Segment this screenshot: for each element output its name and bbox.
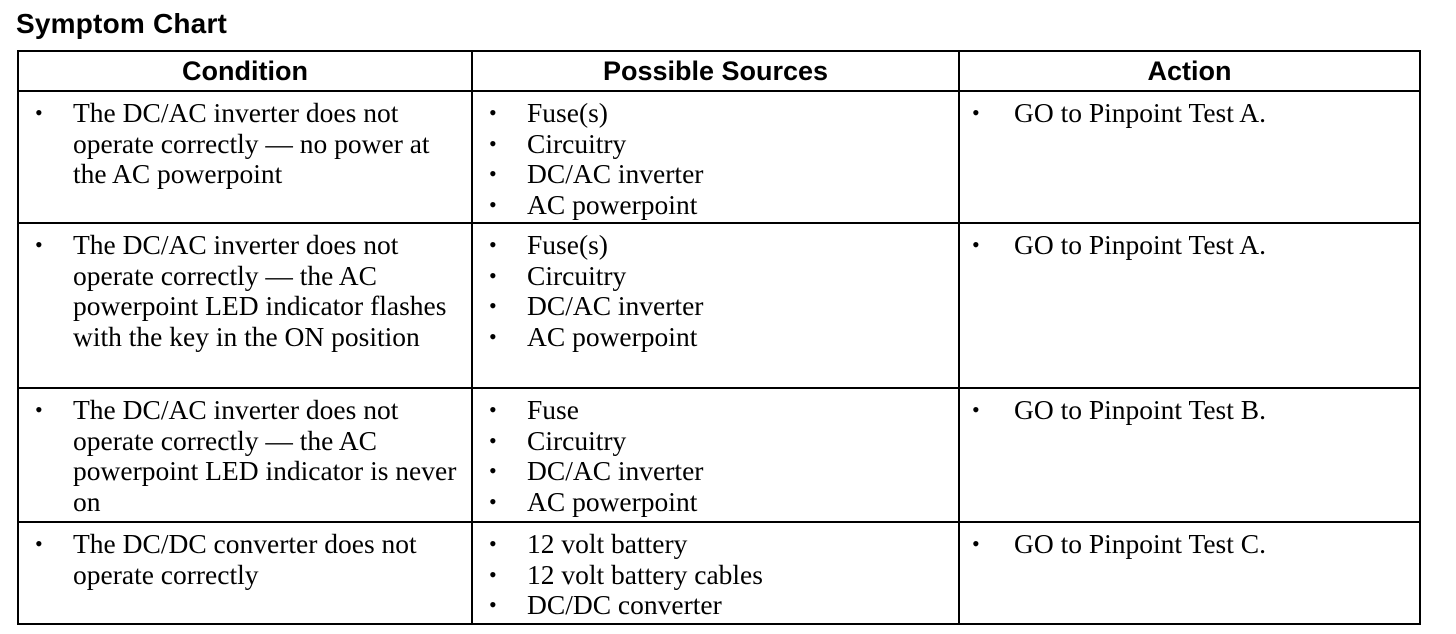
bullet-icon: • <box>35 397 43 422</box>
bullet-icon: • <box>972 531 980 556</box>
source-item <box>481 98 950 129</box>
condition-cell <box>18 388 472 522</box>
source-item <box>481 159 950 190</box>
condition-text: The DC/AC inverter does not operate correctly — the AC powerpoint LED indicator flashes with the key in the ON position <box>73 229 447 352</box>
header-possible-sources: Possible Sources <box>472 51 959 91</box>
bullet-icon: • <box>489 262 497 288</box>
condition-cell <box>18 223 472 388</box>
table-row <box>18 522 1420 624</box>
bullet-icon: • <box>489 161 497 186</box>
source-item <box>481 529 950 560</box>
bullet-icon: • <box>972 100 980 125</box>
source-item <box>481 190 950 221</box>
bullet-icon: • <box>489 130 497 156</box>
bullet-icon: • <box>489 531 497 556</box>
header-row <box>18 51 1420 91</box>
action-text: GO to Pinpoint Test A. <box>1014 229 1266 260</box>
bullet-icon: • <box>35 100 43 125</box>
source-text: Circuitry <box>527 259 627 291</box>
bullet-icon: • <box>489 592 497 617</box>
source-text: Fuse(s) <box>527 229 608 260</box>
action-item <box>968 98 1411 129</box>
condition-text: The DC/DC converter does not operate correctly <box>73 528 417 590</box>
sources-cell <box>472 388 959 522</box>
condition-item <box>27 395 463 517</box>
source-item <box>481 487 950 518</box>
source-text: 12 volt battery <box>527 528 688 559</box>
bullet-icon: • <box>972 232 980 257</box>
source-text: DC/AC inverter <box>527 158 704 189</box>
bullet-icon: • <box>489 397 497 422</box>
source-item <box>481 590 950 621</box>
bullet-icon: • <box>489 561 497 587</box>
condition-item <box>27 98 463 190</box>
action-text: GO to Pinpoint Test B. <box>1014 394 1266 425</box>
source-item <box>481 322 950 353</box>
page-title: Symptom Chart <box>16 8 228 39</box>
condition-cell <box>18 91 472 223</box>
bullet-icon: • <box>35 232 43 257</box>
bullet-icon: • <box>972 397 980 422</box>
sources-cell <box>472 91 959 223</box>
source-text: DC/DC converter <box>527 589 722 620</box>
table-row <box>18 223 1420 388</box>
table-row <box>18 388 1420 522</box>
action-cell <box>959 91 1420 223</box>
bullet-icon: • <box>489 488 497 514</box>
source-item <box>481 129 950 160</box>
source-text: AC powerpoint <box>527 320 698 352</box>
action-item <box>968 395 1411 426</box>
sources-cell <box>472 522 959 624</box>
bullet-icon: • <box>489 323 497 349</box>
action-cell <box>959 388 1420 522</box>
bullet-icon: • <box>489 427 497 453</box>
header-condition: Condition <box>18 51 472 91</box>
source-text: Fuse(s) <box>527 97 608 128</box>
source-text: Circuitry <box>527 127 627 159</box>
source-text: Circuitry <box>527 424 627 456</box>
action-item <box>968 230 1411 261</box>
bullet-icon: • <box>489 458 497 483</box>
sources-cell <box>472 223 959 388</box>
header-action: Action <box>959 51 1420 91</box>
source-text: DC/AC inverter <box>527 290 704 321</box>
source-item <box>481 230 950 261</box>
table-row <box>18 91 1420 223</box>
condition-text: The DC/AC inverter does not operate correctly — the AC powerpoint LED indicator is never on <box>73 394 457 517</box>
bullet-icon: • <box>489 293 497 318</box>
bullet-icon: • <box>35 531 43 556</box>
source-text: AC powerpoint <box>527 485 698 517</box>
bullet-icon: • <box>489 232 497 257</box>
action-text: GO to Pinpoint Test A. <box>1014 97 1266 128</box>
action-cell <box>959 522 1420 624</box>
symptom-chart-table <box>17 50 1421 625</box>
source-text: 12 volt battery cables <box>527 558 763 590</box>
source-item <box>481 291 950 322</box>
source-item <box>481 456 950 487</box>
source-item <box>481 560 950 591</box>
source-item <box>481 426 950 457</box>
source-text: Fuse <box>527 394 579 425</box>
action-text: GO to Pinpoint Test C. <box>1014 528 1266 559</box>
condition-cell <box>18 522 472 624</box>
condition-item <box>27 230 463 352</box>
bullet-icon: • <box>489 100 497 125</box>
action-item <box>968 529 1411 560</box>
condition-text: The DC/AC inverter does not operate correctly — no power at the AC powerpoint <box>73 97 430 189</box>
bullet-icon: • <box>489 191 497 217</box>
source-text: DC/AC inverter <box>527 455 704 486</box>
source-item <box>481 395 950 426</box>
action-cell <box>959 223 1420 388</box>
source-item <box>481 261 950 292</box>
source-text: AC powerpoint <box>527 188 698 220</box>
condition-item <box>27 529 463 590</box>
